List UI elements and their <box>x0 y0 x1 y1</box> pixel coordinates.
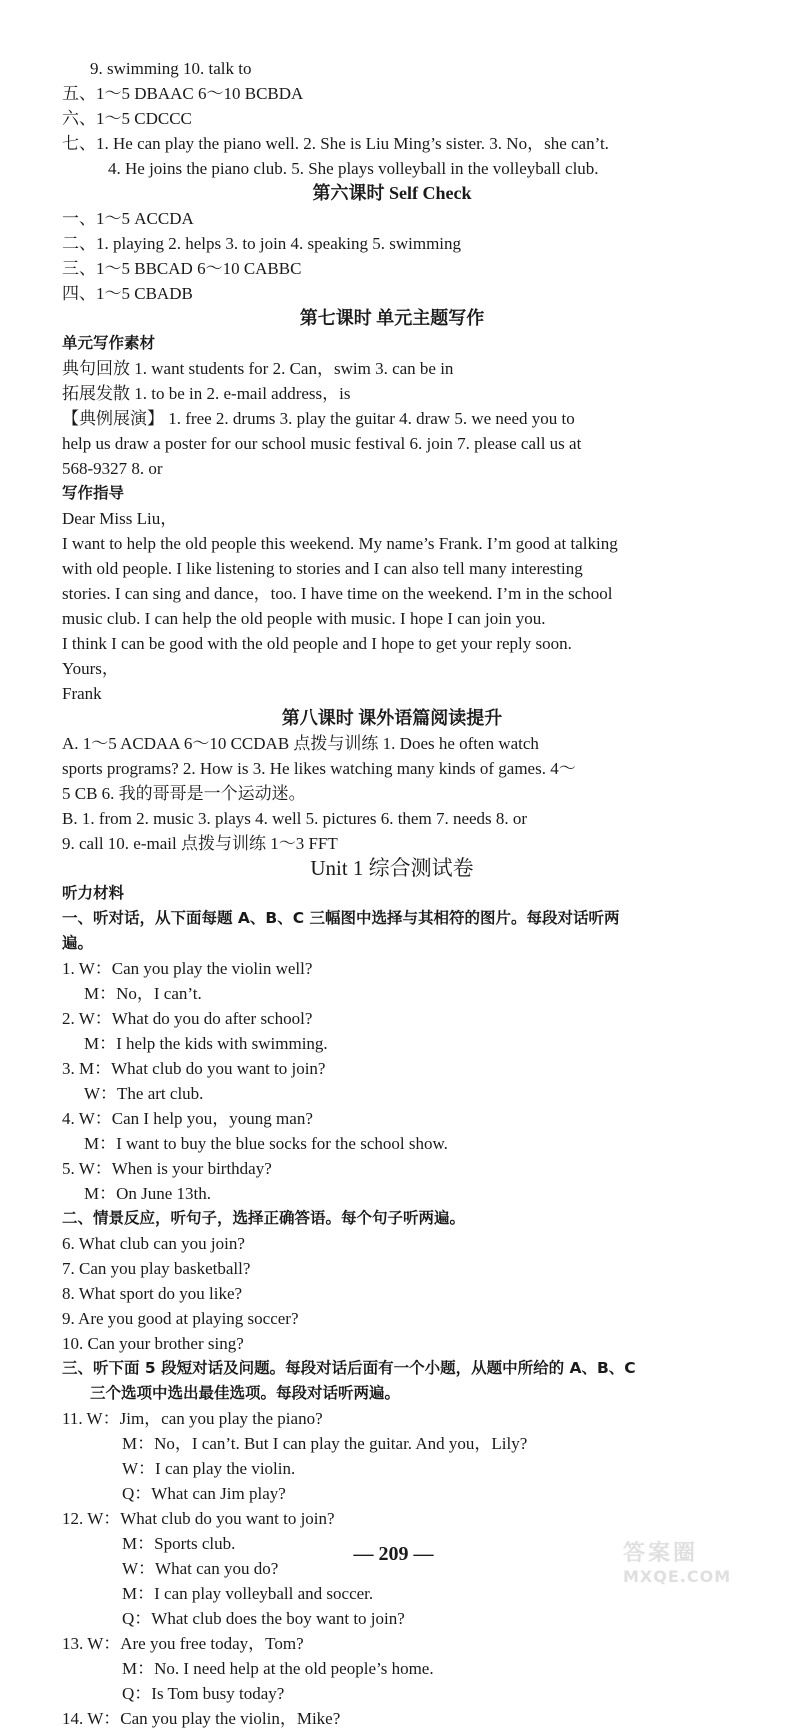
subsection-label: 单元写作素材 <box>62 334 156 352</box>
text-line: 12. W：What club do you want to join? <box>62 1509 335 1528</box>
text-line: 四、1～5 CBADB <box>62 284 193 303</box>
text-line: 典句回放 1. want students for 2. Can，swim 3. can be in <box>62 359 454 378</box>
section-heading: 第八课时 课外语篇阅读提升 <box>281 708 503 728</box>
text-line: 4. He joins the piano club. 5. She plays volleyball in the volleyball club. <box>108 159 599 178</box>
subsection-label: 遍。 <box>62 934 94 952</box>
text-line: 2. W：What do you do after school? <box>62 1009 313 1028</box>
text-line: M：Sports club. <box>122 1534 236 1553</box>
text-line: music club. I can help the old people with music. I hope I can join you. <box>62 609 546 628</box>
watermark-logo <box>623 1536 773 1592</box>
section-heading: 第六课时 Self Check <box>312 183 472 203</box>
text-line: Dear Miss Liu， <box>62 509 178 528</box>
section-heading: Unit 1 综合测试卷 <box>310 856 474 880</box>
subsection-label: 写作指导 <box>62 484 125 502</box>
text-line: 6. What club can you join? <box>62 1234 245 1253</box>
watermark-text-bottom: MXQE.COM <box>623 1567 732 1586</box>
text-line: W：I can play the violin. <box>122 1459 296 1478</box>
text-line: 9. Are you good at playing soccer? <box>62 1309 299 1328</box>
subsection-label: 三个选项中选出最佳选项。每段对话听两遍。 <box>90 1384 401 1402</box>
text-line: 3. M：What club do you want to join? <box>62 1059 326 1078</box>
text-line: W：What can you do? <box>122 1559 279 1578</box>
text-line: 568-9327 8. or <box>62 459 163 478</box>
text-line: M：On June 13th. <box>84 1184 212 1203</box>
text-line: I think I can be good with the old people and I hope to get your reply soon. <box>62 634 572 653</box>
text-line: 六、1～5 CDCCC <box>62 109 192 128</box>
text-line: Q：What can Jim play? <box>122 1484 286 1503</box>
text-line: with old people. I like listening to stories and I can also tell many interesting <box>62 559 583 578</box>
text-line: Q：What club does the boy want to join? <box>122 1609 405 1628</box>
section-heading: 第七课时 单元主题写作 <box>299 308 485 328</box>
text-line: 9. call 10. e-mail 点拨与训练 1～3 FFT <box>62 834 338 853</box>
text-line: Yours， <box>62 659 119 678</box>
text-line: stories. I can sing and dance，too. I have time on the weekend. I’m in the school <box>62 584 613 603</box>
text-line: M：I can play volleyball and soccer. <box>122 1584 374 1603</box>
text-line: A. 1～5 ACDAA 6～10 CCDAB 点拨与训练 1. Does he often watch <box>62 734 539 753</box>
text-line: 1. W：Can you play the violin well? <box>62 959 313 978</box>
text-line: 11. W：Jim，can you play the piano? <box>62 1409 323 1428</box>
text-line: 13. W：Are you free today，Tom? <box>62 1634 304 1653</box>
text-line: 拓展发散 1. to be in 2. e-mail address，is <box>62 384 351 403</box>
text-line: 二、1. playing 2. helps 3. to join 4. speaking 5. swimming <box>62 234 462 253</box>
text-line: Frank <box>62 684 102 703</box>
text-line: 9. swimming 10. talk to <box>90 59 252 78</box>
text-line: 8. What sport do you like? <box>62 1284 243 1303</box>
text-line: M：No，I can’t. <box>84 984 202 1003</box>
text-line: help us draw a poster for our school music festival 6. join 7. please call us at <box>62 434 582 453</box>
subsection-label: 三、听下面 5 段短对话及问题。每段对话后面有一个小题，从题中所给的 A、B、C <box>62 1359 636 1377</box>
text-line: sports programs? 2. How is 3. He likes watching many kinds of games. 4～ <box>62 759 576 778</box>
text-line: 五、1～5 DBAAC 6～10 BCBDA <box>62 84 304 103</box>
text-line: M：No. I need help at the old people’s home. <box>122 1659 434 1678</box>
subsection-label: 二、情景反应，听句子，选择正确答语。每个句子听两遍。 <box>62 1209 466 1227</box>
text-line: 一、1～5 ACCDA <box>62 209 194 228</box>
text-line: 4. W：Can I help you，young man? <box>62 1109 313 1128</box>
text-line: 三、1～5 BBCAD 6～10 CABBC <box>62 259 302 278</box>
text-line: 10. Can your brother sing? <box>62 1334 244 1353</box>
answer-key-page <box>62 56 722 1731</box>
text-line: Q：Is Tom busy today? <box>122 1684 285 1703</box>
text-line: 7. Can you play basketball? <box>62 1259 251 1278</box>
subsection-label: 听力材料 <box>62 884 125 902</box>
text-line: 5. W：When is your birthday? <box>62 1159 272 1178</box>
text-line: 【典例展演】 1. free 2. drums 3. play the guitar 4. draw 5. we need you to <box>62 409 575 428</box>
text-line: 14. W：Can you play the violin，Mike? <box>62 1709 341 1728</box>
text-line: B. 1. from 2. music 3. plays 4. well 5. pictures 6. them 7. needs 8. or <box>62 809 528 828</box>
text-line: M：No，I can’t. But I can play the guitar. And you，Lily? <box>122 1434 528 1453</box>
text-line: 5 CB 6. 我的哥哥是一个运动迷。 <box>62 784 306 803</box>
text-line: 七、1. He can play the piano well. 2. She is Liu Ming’s sister. 3. No，she can’t. <box>62 134 609 153</box>
text-line: W：The art club. <box>84 1084 204 1103</box>
page-number: — 209 — <box>353 1543 434 1565</box>
text-line: M：I help the kids with swimming. <box>84 1034 328 1053</box>
text-line: M：I want to buy the blue socks for the school show. <box>84 1134 448 1153</box>
text-line: I want to help the old people this weekend. My name’s Frank. I’m good at talking <box>62 534 618 553</box>
subsection-label: 一、听对话，从下面每题 A、B、C 三幅图中选择与其相符的图片。每段对话听两 <box>62 909 620 927</box>
watermark-text-top: 答案圈 <box>623 1541 699 1566</box>
